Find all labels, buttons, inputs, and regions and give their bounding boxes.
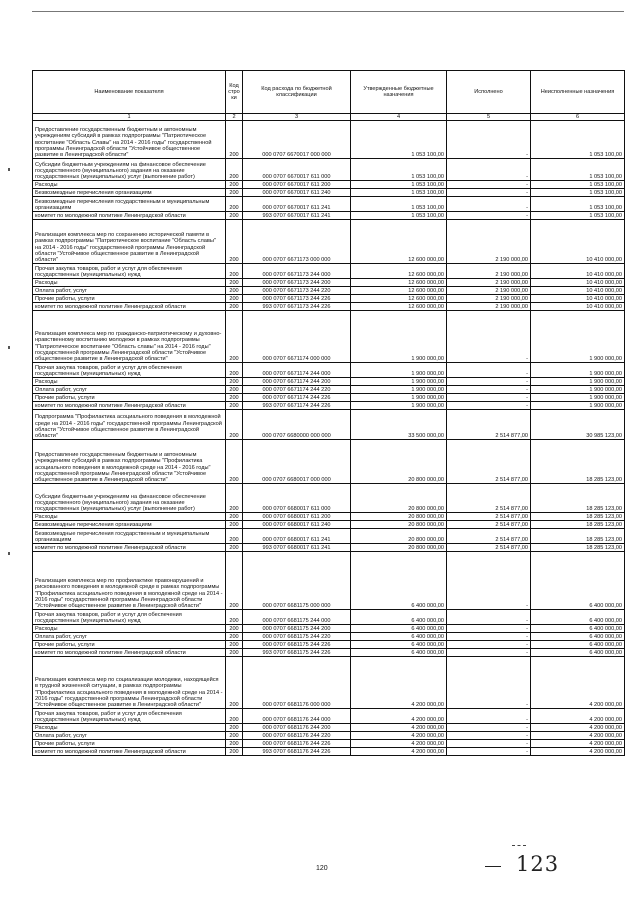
cell-approved: 12 600 000,00 (351, 303, 447, 311)
column-number: 1 (33, 114, 226, 121)
cell-classification: 000 0707 6681175 000 000 (243, 552, 351, 610)
cell-classification: 000 0707 6670017 611 240 (243, 189, 351, 197)
cell-executed: 2 514 877,00 (447, 440, 531, 484)
cell-code: 200 (226, 295, 243, 303)
cell-name: Оплата работ, услуг (33, 633, 226, 641)
cell-unexecuted: 6 400 000,00 (531, 625, 625, 633)
cell-unexecuted: 1 053 100,00 (531, 121, 625, 159)
cell-code: 200 (226, 363, 243, 378)
cell-name: Расходы (33, 378, 226, 386)
cell-name: Подпрограмма "Профилактика асоциального поведения в молодежной среде на 2014 - 2016 годы" государственной программы Ленинградской области "Устойчивое общественное развитие в Ленинградской области" (33, 410, 226, 440)
cell-code: 200 (226, 513, 243, 521)
cell-approved: 20 800 000,00 (351, 513, 447, 521)
cell-name: Реализация комплекса мер по профилактике правонарушений и рискованного поведения в молодежной среде в рамках подпрограммы "Профилактика асоциального поведения в молодежной среде на 2014 - 2016 годы" государственной программы Ленинградской области "Устойчивое общественное развитие в Ленинградской области" (33, 552, 226, 610)
cell-code: 200 (226, 641, 243, 649)
cell-approved: 6 400 000,00 (351, 625, 447, 633)
table-row (33, 264, 625, 279)
cell-approved: 1 900 000,00 (351, 386, 447, 394)
header-unexecuted: Неисполненные назначения (531, 71, 625, 114)
cell-code: 200 (226, 748, 243, 756)
cell-unexecuted: 10 410 000,00 (531, 287, 625, 295)
table-row (33, 513, 625, 521)
header-executed: Исполнено (447, 71, 531, 114)
cell-unexecuted: 18 285 123,00 (531, 513, 625, 521)
cell-code: 200 (226, 197, 243, 212)
table-row (33, 159, 625, 181)
cell-code: 200 (226, 724, 243, 732)
cell-code: 200 (226, 529, 243, 544)
cell-unexecuted: 4 200 000,00 (531, 724, 625, 732)
cell-approved: 6 400 000,00 (351, 633, 447, 641)
table-row (33, 641, 625, 649)
cell-classification: 000 0707 6671173 244 000 (243, 264, 351, 279)
cell-approved: 6 400 000,00 (351, 641, 447, 649)
cell-name: Оплата работ, услуг (33, 732, 226, 740)
cell-classification: 000 0707 6670017 611 200 (243, 181, 351, 189)
cell-approved: 12 600 000,00 (351, 264, 447, 279)
column-number-row (33, 114, 625, 121)
cell-code: 200 (226, 287, 243, 295)
cell-unexecuted: 1 053 100,00 (531, 212, 625, 220)
table-row (33, 402, 625, 410)
cell-executed: - (447, 732, 531, 740)
cell-unexecuted: 10 410 000,00 (531, 279, 625, 287)
cell-name: Прочая закупка товаров, работ и услуг для обеспечения государственных (муниципальных) нужд (33, 264, 226, 279)
cell-code: 200 (226, 625, 243, 633)
table-row (33, 657, 625, 709)
cell-executed: - (447, 740, 531, 748)
cell-classification: 000 0707 6681176 244 200 (243, 724, 351, 732)
cell-classification: 000 0707 6671174 244 220 (243, 386, 351, 394)
column-number: 4 (351, 114, 447, 121)
table-row (33, 287, 625, 295)
cell-name: Прочая закупка товаров, работ и услуг для обеспечения государственных (муниципальных) нужд (33, 610, 226, 625)
cell-code: 200 (226, 394, 243, 402)
cell-unexecuted: 1 900 000,00 (531, 363, 625, 378)
margin-mark (8, 346, 10, 349)
cell-approved: 1 900 000,00 (351, 378, 447, 386)
cell-code: 200 (226, 657, 243, 709)
cell-unexecuted: 10 410 000,00 (531, 264, 625, 279)
cell-code: 200 (226, 303, 243, 311)
cell-unexecuted: 1 900 000,00 (531, 402, 625, 410)
cell-approved: 6 400 000,00 (351, 552, 447, 610)
cell-code: 200 (226, 740, 243, 748)
cell-code: 200 (226, 220, 243, 264)
cell-classification: 993 0707 6680017 611 241 (243, 544, 351, 552)
cell-executed: - (447, 724, 531, 732)
cell-unexecuted: 4 200 000,00 (531, 748, 625, 756)
cell-approved: 4 200 000,00 (351, 657, 447, 709)
cell-executed: 2 190 000,00 (447, 295, 531, 303)
table-row (33, 610, 625, 625)
stamp-dash (512, 845, 526, 846)
cell-unexecuted: 1 053 100,00 (531, 159, 625, 181)
cell-executed: 2 514 877,00 (447, 484, 531, 513)
cell-unexecuted: 10 410 000,00 (531, 295, 625, 303)
table-row (33, 378, 625, 386)
cell-executed: - (447, 641, 531, 649)
cell-approved: 1 900 000,00 (351, 394, 447, 402)
cell-approved: 1 053 100,00 (351, 189, 447, 197)
cell-executed: - (447, 159, 531, 181)
cell-name: Расходы (33, 724, 226, 732)
cell-approved: 20 800 000,00 (351, 484, 447, 513)
cell-classification: 000 0707 6681175 244 220 (243, 633, 351, 641)
cell-unexecuted: 18 285 123,00 (531, 521, 625, 529)
cell-classification: 000 0707 6671173 244 200 (243, 279, 351, 287)
table-row (33, 625, 625, 633)
cell-executed: - (447, 552, 531, 610)
column-number: 6 (531, 114, 625, 121)
cell-code: 200 (226, 386, 243, 394)
table-row (33, 410, 625, 440)
cell-classification: 000 0707 6680017 611 000 (243, 484, 351, 513)
cell-executed: - (447, 121, 531, 159)
cell-unexecuted: 10 410 000,00 (531, 303, 625, 311)
cell-classification: 000 0707 6680000 000 000 (243, 410, 351, 440)
page-number: 120 (316, 865, 328, 872)
column-number: 3 (243, 114, 351, 121)
cell-approved: 4 200 000,00 (351, 724, 447, 732)
table-row (33, 732, 625, 740)
cell-approved: 4 200 000,00 (351, 732, 447, 740)
table-header-row (33, 71, 625, 114)
cell-classification: 000 0707 6670017 000 000 (243, 121, 351, 159)
cell-name: Предоставление государственным бюджетным и автономным учреждениям субсидий в рамках подпрограммы "Патриотическое воспитание "Область Славы" на 2014 - 2016 годы" государственной программы Ленинградской области "Устойчивое общественное развитие в Ленинградской области" (33, 121, 226, 159)
cell-approved: 1 053 100,00 (351, 181, 447, 189)
cell-approved: 6 400 000,00 (351, 610, 447, 625)
cell-unexecuted: 1 053 100,00 (531, 197, 625, 212)
cell-executed: - (447, 657, 531, 709)
cell-code: 200 (226, 181, 243, 189)
cell-executed: - (447, 402, 531, 410)
table-row (33, 544, 625, 552)
cell-approved: 20 800 000,00 (351, 544, 447, 552)
cell-classification: 000 0707 6671173 244 226 (243, 295, 351, 303)
cell-code: 200 (226, 633, 243, 641)
cell-classification: 000 0707 6671173 244 220 (243, 287, 351, 295)
top-rule (32, 11, 624, 12)
cell-unexecuted: 1 900 000,00 (531, 394, 625, 402)
cell-executed: - (447, 181, 531, 189)
cell-name: Прочие работы, услуги (33, 740, 226, 748)
cell-executed: 2 190 000,00 (447, 279, 531, 287)
cell-name: Прочие работы, услуги (33, 641, 226, 649)
cell-code: 200 (226, 159, 243, 181)
cell-unexecuted: 30 985 123,00 (531, 410, 625, 440)
cell-classification: 993 0707 6681176 244 226 (243, 748, 351, 756)
cell-code: 200 (226, 279, 243, 287)
table-row (33, 220, 625, 264)
cell-name: Безвозмездные перечисления организациям (33, 189, 226, 197)
cell-approved: 1 053 100,00 (351, 159, 447, 181)
cell-unexecuted: 1 900 000,00 (531, 386, 625, 394)
cell-classification: 000 0707 6681176 244 220 (243, 732, 351, 740)
cell-approved: 20 800 000,00 (351, 521, 447, 529)
cell-name: Прочие работы, услуги (33, 394, 226, 402)
cell-classification: 000 0707 6671174 244 226 (243, 394, 351, 402)
cell-code: 200 (226, 552, 243, 610)
cell-executed: - (447, 363, 531, 378)
cell-classification: 993 0707 6671174 244 226 (243, 402, 351, 410)
cell-executed: 2 514 877,00 (447, 410, 531, 440)
cell-classification: 000 0707 6671174 244 200 (243, 378, 351, 386)
table-row (33, 552, 625, 610)
cell-unexecuted: 1 900 000,00 (531, 378, 625, 386)
cell-executed: 2 190 000,00 (447, 303, 531, 311)
table-row (33, 724, 625, 732)
cell-unexecuted: 18 285 123,00 (531, 544, 625, 552)
cell-name: Безвозмездные перечисления организациям (33, 521, 226, 529)
cell-code: 200 (226, 649, 243, 657)
cell-name: Реализация комплекса мер по социализации молодежи, находящейся в трудной жизненной ситуации, в рамках подпрограммы "Профилактика асоциального поведения в молодежной среде на 2014 - 2016 годы" государственной программы Ленинградской области "Устойчивое общественное развитие в Ленинградской области" (33, 657, 226, 709)
cell-name: Прочая закупка товаров, работ и услуг для обеспечения государственных (муниципальных) нужд (33, 709, 226, 724)
table-body (33, 121, 625, 756)
cell-classification: 000 0707 6680017 611 240 (243, 521, 351, 529)
cell-unexecuted: 6 400 000,00 (531, 649, 625, 657)
cell-approved: 1 900 000,00 (351, 311, 447, 363)
cell-approved: 20 800 000,00 (351, 440, 447, 484)
cell-code: 200 (226, 264, 243, 279)
cell-name: Предоставление государственным бюджетным и автономным учреждениям субсидий в рамках подпрограммы "Профилактика асоциального поведения в молодежной среде на 2014 - 2016 годы" государственной программы Ленинградской области "Устойчивое общественное развитие в Ленинградской области" (33, 440, 226, 484)
cell-unexecuted: 4 200 000,00 (531, 732, 625, 740)
cell-executed: - (447, 748, 531, 756)
budget-report-table (32, 70, 625, 756)
cell-code: 200 (226, 311, 243, 363)
cell-approved: 1 053 100,00 (351, 197, 447, 212)
header-name: Наименование показателя (33, 71, 226, 114)
cell-name: Безвозмездные перечисления государственным и муниципальным организациям (33, 197, 226, 212)
cell-approved: 6 400 000,00 (351, 649, 447, 657)
cell-code: 200 (226, 709, 243, 724)
cell-unexecuted: 18 285 123,00 (531, 440, 625, 484)
table-row (33, 740, 625, 748)
cell-executed: - (447, 386, 531, 394)
cell-executed: - (447, 189, 531, 197)
cell-name: Оплата работ, услуг (33, 386, 226, 394)
cell-name: комитет по молодежной политике Ленинградской области (33, 748, 226, 756)
cell-classification: 000 0707 6680017 000 000 (243, 440, 351, 484)
margin-mark (8, 552, 10, 555)
cell-code: 200 (226, 521, 243, 529)
cell-executed: - (447, 610, 531, 625)
cell-classification: 000 0707 6680017 611 200 (243, 513, 351, 521)
cell-unexecuted: 4 200 000,00 (531, 740, 625, 748)
cell-unexecuted: 1 053 100,00 (531, 181, 625, 189)
cell-executed: 2 514 877,00 (447, 513, 531, 521)
cell-name: Реализация комплекса мер по гражданско-патриотическому и духовно-нравственному воспитанию молодежи в рамках подпрограммы "Патриотическое воспитание "Область славы" на 2014 - 2016 годы" государственной программы Ленинградской области "Устойчивое общественное развитие в Ленинградской области" (33, 311, 226, 363)
cell-unexecuted: 6 400 000,00 (531, 610, 625, 625)
cell-name: комитет по молодежной политике Ленинградской области (33, 212, 226, 220)
header-classification: Код расхода по бюджетной классификации (243, 71, 351, 114)
table-row (33, 484, 625, 513)
cell-executed: - (447, 212, 531, 220)
cell-name: Субсидии бюджетным учреждениям на финансовое обеспечение государственного (муниципального) задания на оказание государственных (муниципальных) услуг (выполнение работ) (33, 484, 226, 513)
cell-executed: - (447, 709, 531, 724)
stamp-dash (485, 866, 501, 867)
cell-classification: 000 0707 6681175 244 200 (243, 625, 351, 633)
cell-classification: 993 0707 6670017 611 241 (243, 212, 351, 220)
table-row (33, 311, 625, 363)
table-row (33, 197, 625, 212)
table-row (33, 633, 625, 641)
cell-name: Субсидии бюджетным учреждениям на финансовое обеспечение государственного (муниципального) задания на оказание государственных (муниципальных) услуг (выполнение работ) (33, 159, 226, 181)
cell-classification: 000 0707 6681176 000 000 (243, 657, 351, 709)
cell-code: 200 (226, 402, 243, 410)
table-row (33, 181, 625, 189)
cell-approved: 12 600 000,00 (351, 220, 447, 264)
cell-approved: 4 200 000,00 (351, 740, 447, 748)
cell-approved: 12 600 000,00 (351, 295, 447, 303)
cell-name: Прочая закупка товаров, работ и услуг для обеспечения государственных (муниципальных) нужд (33, 363, 226, 378)
cell-unexecuted: 6 400 000,00 (531, 552, 625, 610)
cell-approved: 1 900 000,00 (351, 363, 447, 378)
cell-approved: 12 600 000,00 (351, 287, 447, 295)
table-row (33, 394, 625, 402)
margin-mark (8, 168, 10, 171)
cell-name: Расходы (33, 513, 226, 521)
cell-executed: 2 190 000,00 (447, 220, 531, 264)
cell-name: Расходы (33, 279, 226, 287)
cell-name: Реализация комплекса мер по сохранению исторической памяти в рамках подпрограммы "Патриотическое воспитание "Область славы" на 2014 - 2016 годы" государственной программы Ленинградской области "Устойчивое общественное развитие в Ленинградской области" (33, 220, 226, 264)
cell-unexecuted: 1 900 000,00 (531, 311, 625, 363)
cell-executed: 2 190 000,00 (447, 287, 531, 295)
cell-approved: 1 053 100,00 (351, 121, 447, 159)
column-number: 5 (447, 114, 531, 121)
cell-classification: 993 0707 6681175 244 226 (243, 649, 351, 657)
cell-code: 200 (226, 544, 243, 552)
cell-code: 200 (226, 732, 243, 740)
cell-approved: 12 600 000,00 (351, 279, 447, 287)
cell-classification: 000 0707 6670017 611 000 (243, 159, 351, 181)
cell-classification: 000 0707 6671173 000 000 (243, 220, 351, 264)
header-code: Код стро ки (226, 71, 243, 114)
cell-executed: 2 514 877,00 (447, 544, 531, 552)
table-row (33, 709, 625, 724)
handwritten-page-stamp: 123 (516, 852, 560, 876)
column-number: 2 (226, 114, 243, 121)
cell-classification: 000 0707 6671174 000 000 (243, 311, 351, 363)
cell-code: 200 (226, 440, 243, 484)
cell-code: 200 (226, 610, 243, 625)
cell-unexecuted: 18 285 123,00 (531, 484, 625, 513)
header-approved: Утвержденные бюджетные назначения (351, 71, 447, 114)
table-row (33, 303, 625, 311)
table-row (33, 386, 625, 394)
cell-classification: 000 0707 6681176 244 000 (243, 709, 351, 724)
cell-classification: 000 0707 6681175 244 000 (243, 610, 351, 625)
cell-classification: 000 0707 6671174 244 000 (243, 363, 351, 378)
cell-executed: - (447, 311, 531, 363)
cell-name: комитет по молодежной политике Ленинградской области (33, 544, 226, 552)
table-row (33, 440, 625, 484)
cell-unexecuted: 4 200 000,00 (531, 709, 625, 724)
table-row (33, 649, 625, 657)
table-row (33, 212, 625, 220)
cell-approved: 1 053 100,00 (351, 212, 447, 220)
cell-unexecuted: 6 400 000,00 (531, 633, 625, 641)
cell-approved: 20 800 000,00 (351, 529, 447, 544)
cell-unexecuted: 1 053 100,00 (531, 189, 625, 197)
cell-code: 200 (226, 378, 243, 386)
cell-executed: - (447, 625, 531, 633)
cell-approved: 4 200 000,00 (351, 709, 447, 724)
cell-name: Расходы (33, 625, 226, 633)
cell-executed: - (447, 378, 531, 386)
cell-approved: 1 900 000,00 (351, 402, 447, 410)
cell-classification: 000 0707 6681176 244 226 (243, 740, 351, 748)
cell-executed: - (447, 649, 531, 657)
cell-code: 200 (226, 189, 243, 197)
cell-name: Прочие работы, услуги (33, 295, 226, 303)
cell-code: 200 (226, 212, 243, 220)
table-row (33, 521, 625, 529)
table-row (33, 529, 625, 544)
cell-executed: 2 190 000,00 (447, 264, 531, 279)
margin-marks (8, 0, 12, 905)
cell-classification: 000 0707 6681175 244 226 (243, 641, 351, 649)
cell-approved: 4 200 000,00 (351, 748, 447, 756)
table-row (33, 748, 625, 756)
cell-executed: 2 514 877,00 (447, 521, 531, 529)
cell-classification: 000 0707 6680017 611 241 (243, 529, 351, 544)
cell-name: Безвозмездные перечисления государственным и муниципальным организациям (33, 529, 226, 544)
cell-unexecuted: 18 285 123,00 (531, 529, 625, 544)
cell-unexecuted: 10 410 000,00 (531, 220, 625, 264)
cell-executed: 2 514 877,00 (447, 529, 531, 544)
cell-unexecuted: 4 200 000,00 (531, 657, 625, 709)
cell-name: комитет по молодежной политике Ленинградской области (33, 303, 226, 311)
cell-code: 200 (226, 410, 243, 440)
cell-approved: 33 500 000,00 (351, 410, 447, 440)
cell-executed: - (447, 197, 531, 212)
cell-classification: 993 0707 6671173 244 226 (243, 303, 351, 311)
table-row (33, 295, 625, 303)
cell-code: 200 (226, 484, 243, 513)
cell-name: Оплата работ, услуг (33, 287, 226, 295)
cell-name: Расходы (33, 181, 226, 189)
table-row (33, 121, 625, 159)
table-row (33, 363, 625, 378)
cell-code: 200 (226, 121, 243, 159)
cell-name: комитет по молодежной политике Ленинградской области (33, 649, 226, 657)
cell-classification: 000 0707 6670017 611 241 (243, 197, 351, 212)
cell-name: комитет по молодежной политике Ленинградской области (33, 402, 226, 410)
cell-executed: - (447, 633, 531, 641)
cell-executed: - (447, 394, 531, 402)
table-row (33, 279, 625, 287)
cell-unexecuted: 6 400 000,00 (531, 641, 625, 649)
table-row (33, 189, 625, 197)
